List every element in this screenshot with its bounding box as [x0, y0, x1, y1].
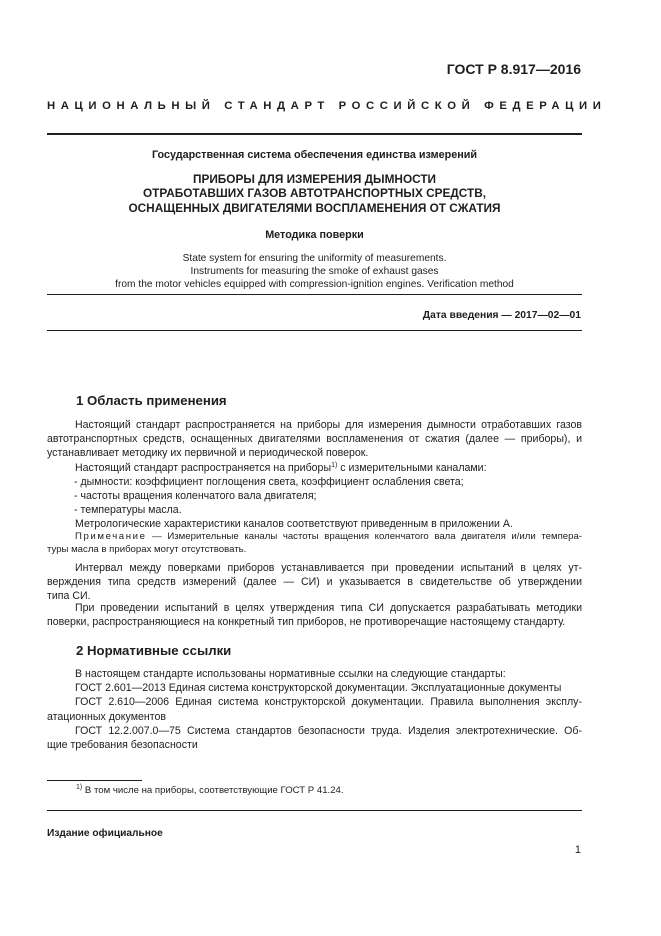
- method-subtitle: Методика поверки: [265, 229, 364, 241]
- official-edition-label: Издание официальное: [47, 828, 163, 839]
- note: [47, 530, 582, 556]
- paragraph-line: Метрологические характеристики каналов соответствуют приведенным в приложении А.: [75, 518, 513, 531]
- list-item: - температуры масла.: [74, 504, 182, 517]
- paragraph-line: Настоящий стандарт распространяется на приборы для измерения дымности отработавших газов: [75, 419, 582, 431]
- paragraph-text: Настоящий стандарт распространяется на приборы: [75, 461, 332, 474]
- note-label: Примечание: [75, 531, 147, 542]
- section-1-body-continued: [47, 561, 582, 604]
- note-text: — Измерительные каналы частоты вращения коленчатого вала двигателя и/или темпера-: [146, 531, 582, 542]
- english-title-line: from the motor vehicles equipped with compression-ignition engines. Verification method: [115, 278, 514, 290]
- list-item: - дымности: коэффициент поглощения света, коэффициент ослабления света;: [74, 475, 464, 488]
- footnote-text: В том числе на приборы, соответствующие ГОСТ Р 41.24.: [82, 785, 344, 796]
- reference-item-continued: атационных документов: [47, 710, 166, 723]
- intro-date-divider-top: [47, 294, 582, 295]
- footnote-divider: [47, 780, 142, 781]
- national-standard-heading: НАЦИОНАЛЬНЫЙ СТАНДАРТ РОССИЙСКОЙ ФЕДЕРАЦИИ: [47, 100, 607, 112]
- paragraph-scope-channels: [47, 461, 582, 475]
- footer-divider: [47, 810, 582, 811]
- section-1-body: [47, 418, 582, 532]
- paragraph-line: При проведении испытаний в целях утверждения типа СИ допускается разрабатывать методики: [75, 602, 582, 614]
- introduction-date: Дата введения — 2017—02—01: [422, 310, 581, 321]
- reference-item-continued: щие требования безопасности: [47, 739, 198, 752]
- section-2-body: [47, 667, 582, 752]
- header-divider: [47, 133, 582, 135]
- paragraph-line: Интервал между поверками приборов устанавливается при проведении испытаний в целях ут-: [75, 562, 582, 574]
- english-title-line: State system for ensuring the uniformity of measurements.: [182, 253, 447, 264]
- reference-item: ГОСТ 12.2.007.0—75 Система стандартов безопасности труда. Изделия электротехнические. Об-: [75, 724, 582, 737]
- footnote-ref[interactable]: 1): [331, 461, 338, 469]
- main-title-line: ПРИБОРЫ ДЛЯ ИЗМЕРЕНИЯ ДЫМНОСТИ: [192, 172, 437, 186]
- section-1-title: 1 Область применения: [76, 393, 227, 408]
- paragraph-line: типа СИ.: [47, 590, 91, 603]
- reference-item: ГОСТ 2.601—2013 Единая система конструкторской документации. Эксплуатационные документы: [75, 682, 562, 695]
- paragraph-line: автотранспортных средств, оснащенных двигателями воспламенения от сжатия (далее — приборы), и: [47, 433, 582, 446]
- footnote-marker: 1): [76, 784, 83, 791]
- paragraph-line: верждения типа средств измерений (далее — СИ) и указывается в свидетельстве об утверждении: [47, 576, 582, 589]
- paragraph-line: В настоящем стандарте использованы нормативные ссылки на следующие стандарты:: [75, 668, 506, 680]
- intro-date-divider-bottom: [47, 330, 582, 331]
- note-line: туры масла в приборах могут отсутствовать.: [47, 544, 247, 555]
- english-title-line: Instruments for measuring the smoke of exhaust gases: [190, 265, 439, 277]
- main-title: [47, 172, 582, 215]
- reference-item: ГОСТ 2.610—2006 Единая система конструкторской документации. Правила выполнения эксплу-: [75, 696, 582, 709]
- section-2-title: 2 Нормативные ссылки: [76, 643, 232, 658]
- section-1-body-final: [47, 601, 582, 629]
- footnote: [76, 784, 344, 798]
- note-line: [47, 530, 582, 543]
- paragraph-line: устанавливает методику их первичной и периодической поверок.: [47, 447, 369, 460]
- english-title: [47, 253, 582, 291]
- main-title-line: ОТРАБОТАВШИХ ГАЗОВ АВТОТРАНСПОРТНЫХ СРЕДСТВ,: [143, 186, 486, 201]
- paragraph-text: с измерительными каналами:: [337, 461, 487, 474]
- system-title: Государственная система обеспечения единства измерений: [151, 149, 478, 161]
- paragraph-line: поверки, распространяющиеся на конкретный тип приборов, не противоречащие настоящему стандарту.: [47, 616, 566, 629]
- document-number: ГОСТ Р 8.917—2016: [446, 61, 581, 77]
- main-title-line: ОСНАЩЕННЫХ ДВИГАТЕЛЯМИ ВОСПЛАМЕНЕНИЯ ОТ СЖАТИЯ: [128, 200, 501, 215]
- page-number: 1: [574, 844, 581, 856]
- list-item: - частоты вращения коленчатого вала двигателя;: [74, 490, 317, 503]
